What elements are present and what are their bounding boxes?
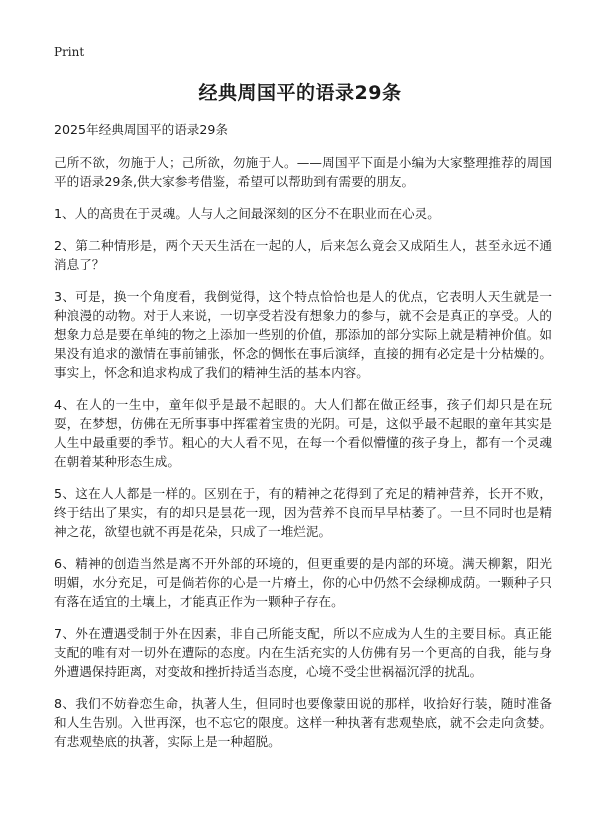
quote-paragraph-6: 6、精神的创造当然是离不开外部的环境的，但更重要的是内部的环境。满天柳絮，阳光明媚，水分充足，可是倘若你的心是一片瘠土，你的心中仍然不会绿柳成荫。一颗种子只有落在适宜的土壤上，才能真正作为一颗种子存在。 xyxy=(54,556,552,609)
quote-paragraph-1: 1、人的高贵在于灵魂。人与人之间最深刻的区分不在职业而在心灵。 xyxy=(54,206,440,221)
article-intro: 己所不欲，勿施于人；己所欲，勿施于人。——周国平下面是小编为大家整理推荐的周国平的语录29条,供大家参考借鉴，希望可以帮助到有需要的朋友。 xyxy=(54,155,552,189)
quote-paragraph-3: 3、可是，换一个角度看，我倒觉得，这个特点恰恰也是人的优点，它表明人天生就是一种浪漫的动物。对于人来说，一切享受若没有想象力的参与，就不会是真正的享受。人的想象力总是要在单纯的物之上添加一些别的价值，那添加的部分实际上就是精神价值。如果没有追求的激情在事前铺张，怀念的惆怅在事后演绎，直接的拥有必定是十分枯燥的。事实上，怀念和追求构成了我们的精神生活的基本内容。 xyxy=(54,289,552,380)
quote-paragraph-4: 4、在人的一生中，童年似乎是最不起眼的。大人们都在做正经事，孩子们却只是在玩耍，在梦想，仿佛在无所事事中挥霍着宝贵的光阴。可是，这似乎最不起眼的童年其实是人生中最重要的季节。粗心的大人看不见，在每一个看似懵懂的孩子身上，都有一个灵魂在朝着某种形态生成。 xyxy=(54,397,552,469)
quote-paragraph-2: 2、第二种情形是，两个天天生活在一起的人，后来怎么竟会又成陌生人，甚至永远不通消息了？ xyxy=(54,238,552,272)
article-subtitle: 2025年经典周国平的语录29条 xyxy=(54,122,229,137)
quote-paragraph-8: 8、我们不妨眷恋生命，执著人生，但同时也要像蒙田说的那样，收拾好行装，随时准备和人生告别。入世再深，也不忘它的限度。这样一种执著有悲观垫底，就不会走向贪婪。有悲观垫底的执著，实际上是一种超脱。 xyxy=(54,696,552,749)
print-link[interactable]: Print xyxy=(54,45,85,59)
page-title: 经典周国平的语录29条 xyxy=(198,82,402,104)
quote-paragraph-7: 7、外在遭遇受制于外在因素，非自己所能支配，所以不应成为人生的主要目标。真正能支配的唯有对一切外在遭际的态度。内在生活充实的人仿佛有另一个更高的自我，能与身外遭遇保持距离，对变故和挫折持适当态度，心境不受尘世祸福沉浮的扰乱。 xyxy=(54,626,552,679)
article-body xyxy=(54,120,552,764)
quote-paragraph-5: 5、这在人人都是一样的。区别在于，有的精神之花得到了充足的精神营养，长开不败，终于结出了果实，有的却只是昙花一现，因为营养不良而早早枯萎了。一旦不同时也是精神之花，欲望也就不再是花朵，只成了一堆烂泥。 xyxy=(54,486,552,539)
